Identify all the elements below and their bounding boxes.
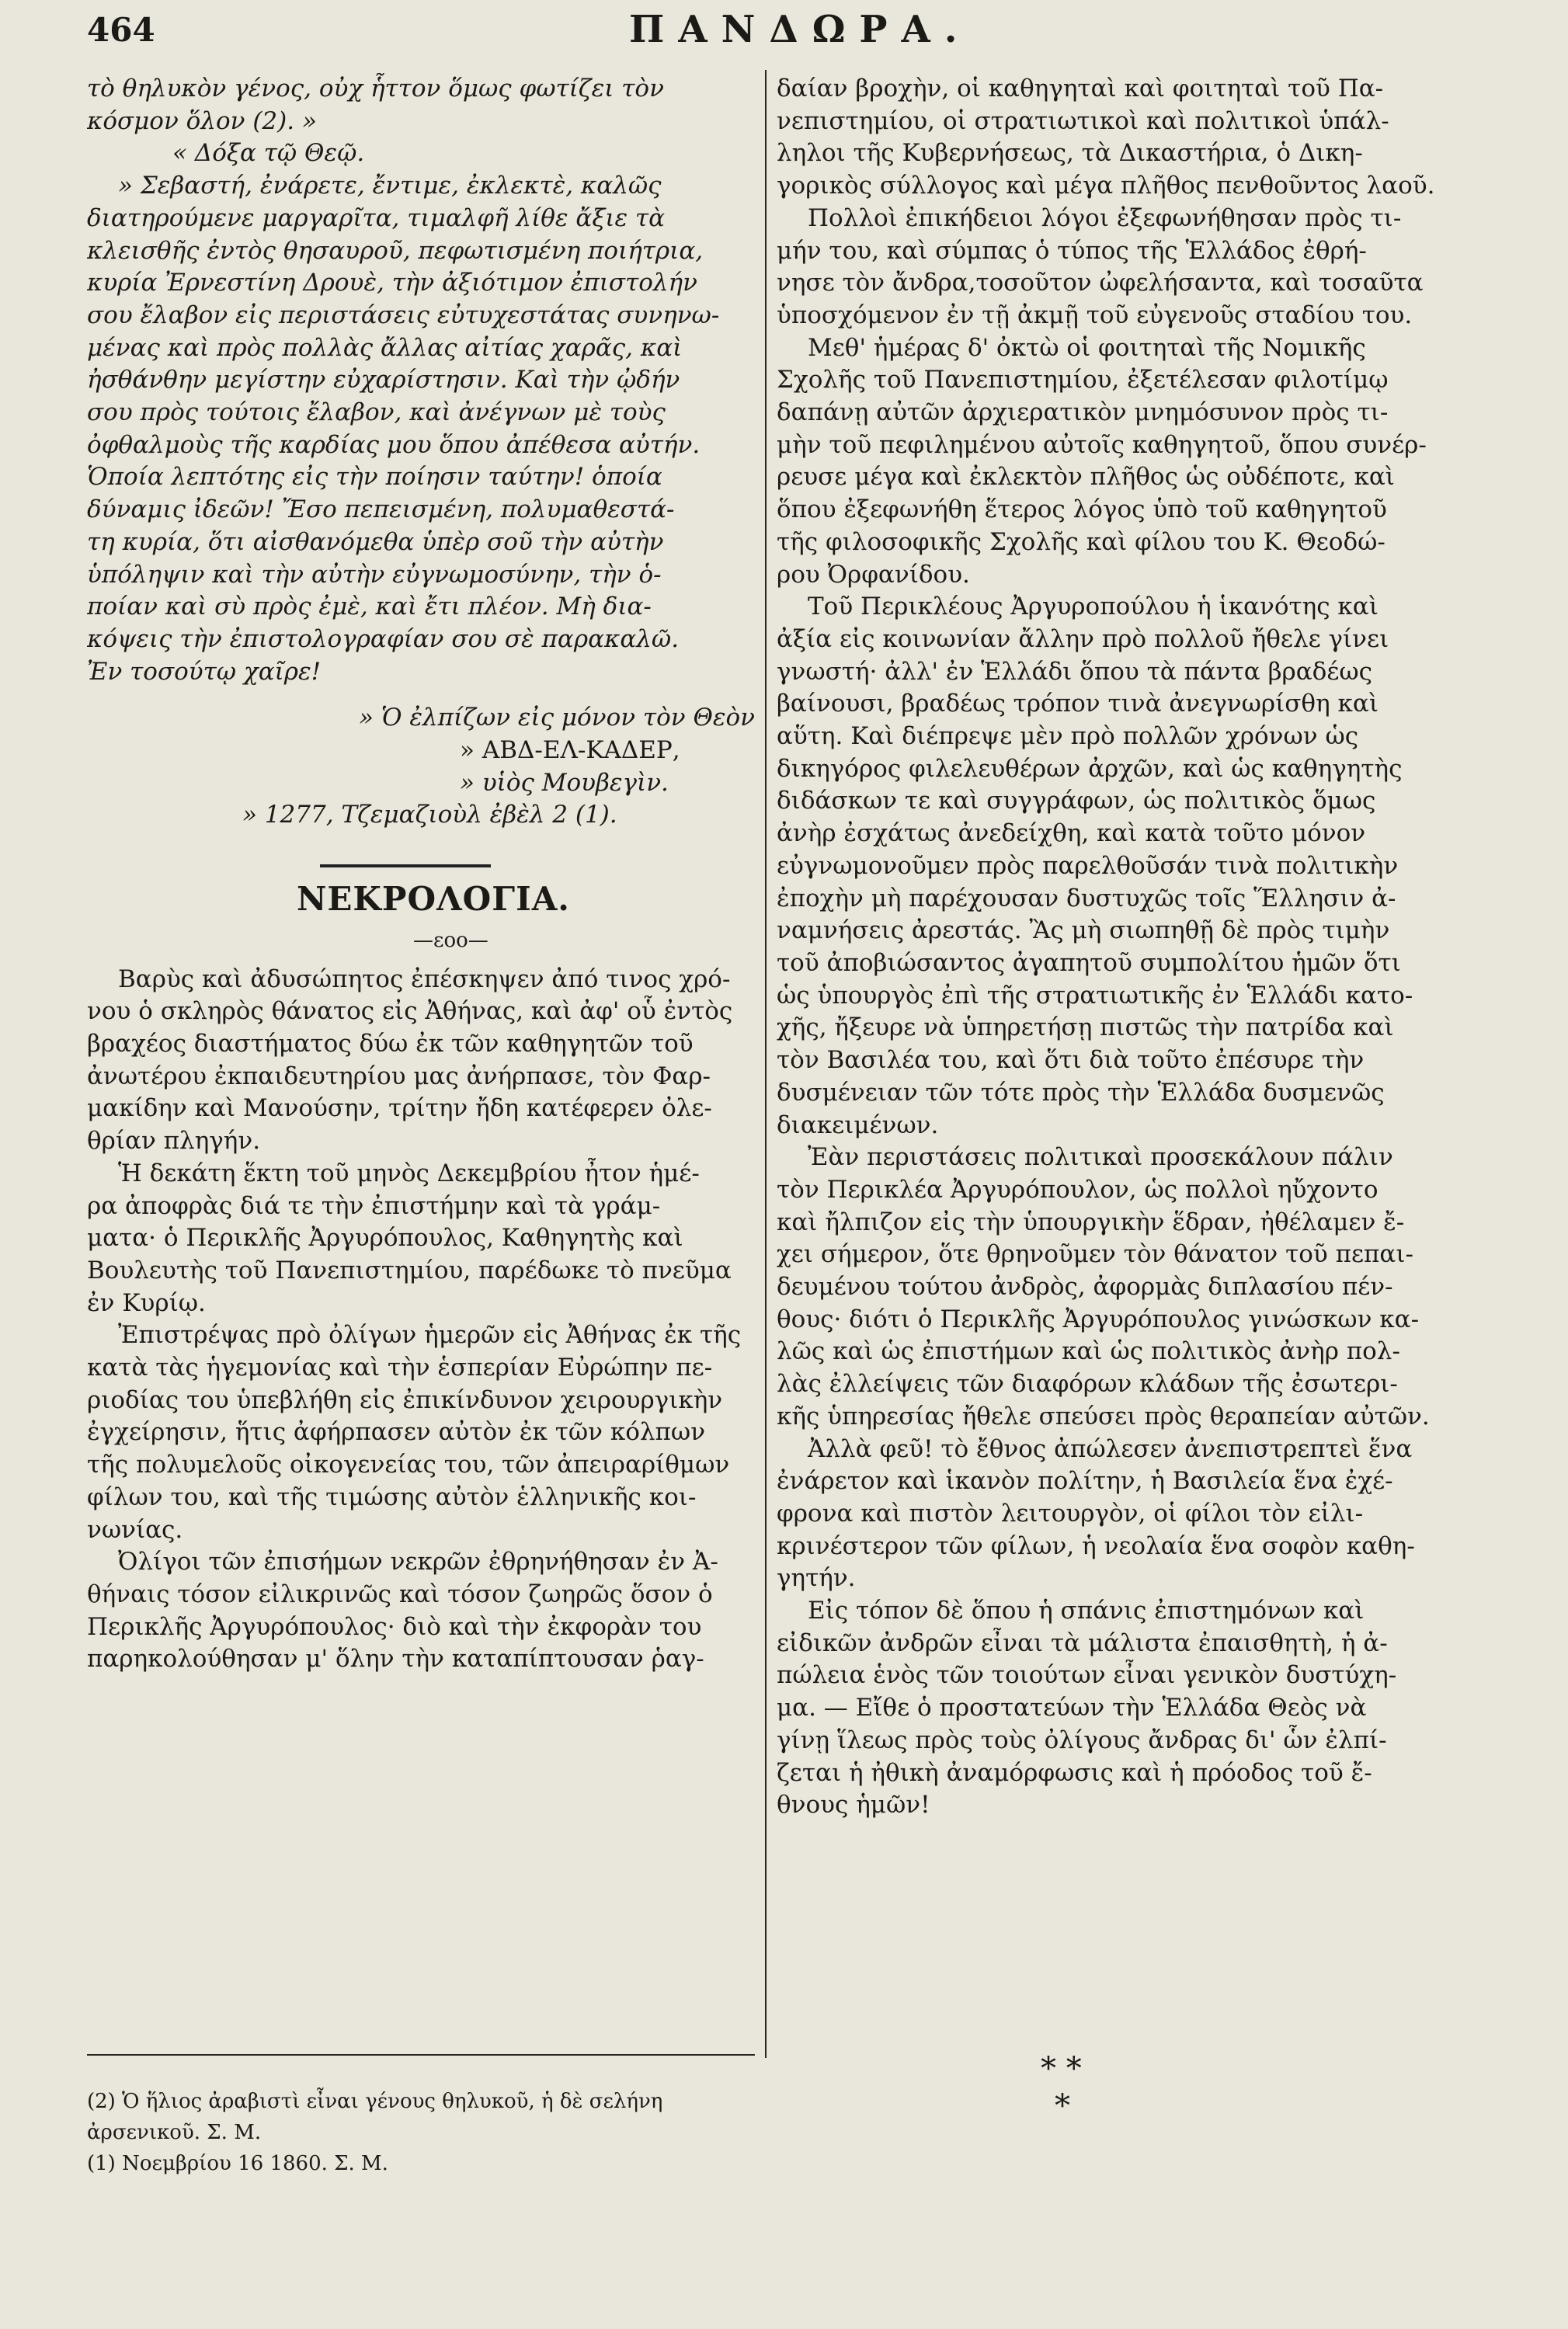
letter-line: « Δόξα τῷ Θεῷ. [172,139,365,168]
letter-line: Ὁποία λεπτότης εἰς τὴν ποίησιν ταύτην! ὁποία [87,463,662,492]
body-line: ρευσε μέγα καὶ ἐκλεκτὸν πλῆθος ὡς οὐδέποτε, καὶ [777,463,1395,492]
signature-name: » ΑΒΔ-ΕΛ-ΚΑΔΕΡ, [460,736,680,765]
signature-date: » 1277, Τζεμαζιοὺλ ἐβὲλ 2 (1). [242,801,617,829]
letter-line: τὸ θηλυκὸν γένος, οὐχ ἧττον ὅμως φωτίζει τὸν [87,75,664,103]
body-line: διδάσκων τε καὶ συγγράφων, ὡς πολιτικὸς ὅμως [777,787,1376,815]
body-line: μήν του, καὶ σύμπας ὁ τύπος τῆς Ἑλλάδος ἐθρή- [777,236,1367,265]
body-line: μα. — Εἴθε ὁ προστατεύων τὴν Ἑλλάδα Θεὸς νὰ [777,1694,1367,1722]
body-line: Περικλῆς Ἀργυρόπουλος· διὸ καὶ τὴν ἐκφορὰν του [87,1612,702,1641]
section-end-asterisks [1041,2050,1082,2125]
body-line: πώλεια ἑνὸς τῶν τοιούτων εἶναι γενικὸν δυστύχη- [777,1661,1397,1690]
footnotes [87,2086,756,2179]
body-line: κρινέστερον τῶν φίλων, ἡ νεολαία ἕνα σοφὸν καθη- [777,1531,1415,1560]
body-line: ἐνάρετον καὶ ἱκανὸν πολίτην, ἡ Βασιλεία ἕνα ἐχέ- [777,1467,1393,1496]
section-ornament: —εοο— [413,928,488,952]
body-line: ἀξία εἰς κοινωνίαν ἄλλην πρὸ πολλοῦ ἤθελε γίνει [777,624,1389,653]
body-line: ἀνὴρ ἐσχάτως ἀνεδείχθη, καὶ κατὰ τοῦτο μόνον [777,819,1366,848]
section-rule [320,864,491,867]
body-line: θνους ἡμῶν! [777,1791,930,1820]
body-line: κῆς ὑπηρεσίας ἤθελε σπεύσει πρὸς θεραπείαν αὐτῶν. [777,1402,1430,1430]
body-line: θρίαν πληγήν. [87,1127,261,1156]
body-line: νου ὁ σκληρὸς θάνατος εἰς Ἀθήνας, καὶ ἀφ' οὗ ἐντὸς [87,997,733,1026]
body-line: κατὰ τὰς ἡγεμονίας καὶ τὴν ἑσπερίαν Εὐρώπην πε- [87,1354,713,1382]
body-line: ὡς ὑπουργὸς ἐπὶ τῆς στρατιωτικῆς ἐν Ἑλλάδι κατο- [777,981,1413,1010]
body-line: Πολλοὶ ἐπικήδειοι λόγοι ἐξεφωνήθησαν πρὸς τι- [808,203,1402,232]
body-line: βαίνουσι, βραδέως τρόπον τινὰ ἀνεγνωρίσθη καὶ [777,690,1379,718]
body-line: γνωστή· ἀλλ' ἐν Ἑλλάδι ὅπου τὰ πάντα βραδέως [777,657,1373,686]
body-line: γίνῃ ἵλεως πρὸς τοὺς ὀλίγους ἄνδρας δι' ὧν ἐλπί- [777,1726,1387,1754]
body-line: εὐγνωμονοῦμεν πρὸς παρελθοῦσάν τινὰ πολιτικὴν [777,851,1399,880]
asterisk-bottom: * [1055,2088,1070,2124]
letter-line: σου ἔλαβον εἰς περιστάσεις εὐτυχεστάτας συνηνω- [87,301,720,329]
body-line: τοῦ ἀποβιώσαντος ἀγαπητοῦ συμπολίτου ἡμῶν ὅτι [777,948,1401,977]
body-line: ρου Ὀρφανίδου. [777,560,970,589]
asterisks-top: * * [1041,2051,1082,2087]
footnote-rule [87,2054,755,2056]
letter-line: δύναμις ἰδεῶν! Ἔσο πεπεισμένη, πολυμαθεστά- [87,495,675,524]
letter-line: ὑπόληψιν καὶ τὴν αὐτὴν εὐγνωμοσύνην, τὴν ὁ- [87,560,662,589]
body-line: χῆς, ἤξευρε νὰ ὑπηρετήσῃ πιστῶς τὴν πατρίδα καὶ [777,1013,1394,1042]
body-line: παρηκολούθησαν μ' ὅλην τὴν καταπίπτουσαν ῥαγ- [87,1645,704,1674]
body-line: ἀνωτέρου ἐκπαιδευτηρίου μας ἀνήρπασε, τὸν Φαρ- [87,1062,711,1090]
letter-line: σου πρὸς τούτοις ἔλαβον, καὶ ἀνέγνων μὲ τοὺς [87,398,666,427]
signature-line: » Ὁ ἐλπίζων εἰς μόνον τὸν Θεὸν [359,704,756,732]
body-line: ὑποσχόμενον ἐν τῇ ἀκμῇ τοῦ εὐγενοῦς σταδίου του. [777,301,1413,329]
body-line: μὴν τοῦ πεφιλημένου αὐτοῖς καθηγητοῦ, ὅπου συνέρ- [777,430,1427,459]
body-line: Ὀλίγοι τῶν ἐπισήμων νεκρῶν ἐθρηνήθησαν ἐν Ἀ- [118,1548,718,1576]
right-column [777,73,1438,1822]
body-line: θους· διότι ὁ Περικλῆς Ἀργυρόπουλος γινώσκων κα- [777,1305,1420,1333]
page-number: 464 [87,11,155,49]
body-line: Ἀλλὰ φεῦ! τὸ ἔθνος ἀπώλεσεν ἀνεπιστρεπτεὶ ἕνα [808,1434,1413,1463]
body-line: δικηγόρος φιλελευθέρων ἀρχῶν, καὶ ὡς καθηγητὴς [777,754,1403,783]
running-head-title: ΠΑΝΔΩΡΑ. [629,8,972,51]
body-line: ἐποχὴν μὴ παρέχουσαν δυστυχῶς τοῖς Ἕλλησιν ἀ- [777,884,1396,912]
body-line: φρονα καὶ πιστὸν λειτουργὸν, οἱ φίλοι τὸν εἰλι- [777,1499,1364,1528]
footnote-line: (1) Νοεμβρίου 16 1860. Σ. Μ. [87,2152,388,2175]
body-line: τῆς πολυμελοῦς οἰκογενείας του, τῶν ἀπειραρίθμων [87,1451,730,1479]
body-line: Ἡ δεκάτη ἕκτη τοῦ μηνὸς Δεκεμβρίου ἦτον ἡμέ- [118,1159,700,1187]
letter-line: μένας καὶ πρὸς πολλὰς ἄλλας αἰτίας χαρᾶς, καὶ [87,333,683,362]
body-line: ρα ἀποφρὰς διά τε τὴν ἐπιστήμην καὶ τὰ γράμ- [87,1191,661,1220]
body-line: ριοδίας του ὑπεβλήθη εἰς ἐπικίνδυνον χειρουργικὴν [87,1385,723,1414]
body-line: δευμένου τούτου ἀνδρὸς, ἀφορμὰς διπλασίου πέν- [777,1273,1393,1302]
letter-line: ποίαν καὶ σὺ πρὸς ἐμὲ, καὶ ἔτι πλέον. Μὴ δια- [87,593,652,621]
letter-line: ὀφθαλμοὺς τῆς καρδίας μου ὅπου ἀπέθεσα αὐτήν. [87,430,701,459]
body-line: ἐν Κυρίῳ. [87,1288,206,1317]
body-line: Βουλευτὴς τοῦ Πανεπιστημίου, παρέδωκε τὸ πνεῦμα [87,1256,732,1284]
body-line: θήναις τόσον εἰλικρινῶς καὶ τόσον ζωηρῶς ὅσον ὁ [87,1580,713,1608]
body-line: λῶς καὶ ὡς ἐπιστήμων καὶ ὡς πολιτικὸς ἀνὴρ πολ- [777,1337,1400,1366]
body-line: λὰς ἐλλείψεις τῶν διαφόρων κλάδων τῆς ἐσωτερι- [777,1370,1398,1399]
body-line: τὸν Βασιλέα του, καὶ ὅτι διὰ τοῦτο ἐπέσυρε τὴν [777,1046,1365,1075]
body-line: τῆς φιλοσοφικῆς Σχολῆς καὶ φίλου του Κ. Θεοδώ- [777,527,1385,556]
body-line: διακειμένων. [777,1111,939,1139]
body-line: τὸν Περικλέα Ἀργυρόπουλον, ὡς πολλοὶ ηὔχοντο [777,1175,1379,1204]
body-line: ὅπου ἐξεφωνήθη ἕτερος λόγος ὑπὸ τοῦ καθηγητοῦ [777,495,1387,524]
footnote-line: (2) Ὁ ἥλιος ἀραβιστὶ εἶναι γένους θηλυκοῦ, ἡ δὲ σελήνη [87,2090,663,2113]
letter-line: κυρία Ἐρνεστίνη Δρουὲ, τὴν ἀξιότιμον ἐπιστολήν [87,269,697,297]
body-line: δαίαν βροχὴν, οἱ καθηγηταὶ καὶ φοιτηταὶ τοῦ Πα- [777,75,1384,103]
letter-line: κόψεις τὴν ἐπιστολογραφίαν σου σὲ παρακαλῶ. [87,624,680,653]
body-line: Βαρὺς καὶ ἀδυσώπητος ἐπέσκηψεν ἀπό τινος χρό- [118,965,731,993]
body-line: εἰδικῶν ἀνδρῶν εἶναι τὰ μάλιστα ἐπαισθητὴ, ἡ ἀ- [777,1629,1388,1657]
letter-line: διατηρούμενε μαργαρῖτα, τιμαλφῆ λίθε ἄξιε τὰ [87,203,666,232]
body-line: ναμνήσεις ἀρεστάς. Ἂς μὴ σιωπηθῇ δὲ πρὸς τιμὴν [777,916,1390,945]
body-line: ἐγχείρησιν, ἥτις ἀφήρπασεν αὐτὸν ἐκ τῶν κόλπων [87,1418,706,1447]
body-line: καὶ ἤλπιζον εἰς τὴν ὑπουργικὴν ἕδραν, ἠθέλαμεν ἔ- [777,1208,1405,1236]
column-divider [765,70,767,2058]
body-line: νωνίας. [87,1515,183,1544]
body-line: Ἐπιστρέψας πρὸ ὀλίγων ἡμερῶν εἰς Ἀθήνας ἐκ τῆς [118,1321,742,1350]
letter-line: τη κυρία, ὅτι αἰσθανόμεθα ὑπὲρ σοῦ τὴν αὐτὴν [87,527,664,556]
letter-line: κόσμον ὅλον (2). » [87,106,317,135]
body-line: Τοῦ Περικλέους Ἀργυροπούλου ἡ ἱκανότης καὶ [808,593,1379,621]
body-line: ζεται ἡ ἠθικὴ ἀναμόρφωσις καὶ ἡ πρόοδος τοῦ ἔ- [777,1758,1372,1787]
letter-line: Ἐν τοσούτῳ χαῖρε! [87,657,322,686]
body-line: γορικὸς σύλλογος καὶ μέγα πλῆθος πενθοῦντος λαοῦ. [777,172,1435,200]
body-line: βραχέος διαστήματος δύω ἐκ τῶν καθηγητῶν τοῦ [87,1029,694,1058]
letter-line: κλεισθῆς ἐντὸς θησαυροῦ, πεφωτισμένη ποιήτρια, [87,236,704,265]
body-line: δαπάνῃ αὐτῶν ἀρχιερατικὸν μνημόσυνον πρὸς τι- [777,398,1389,427]
body-line: μακίδην καὶ Μανούσην, τρίτην ἤδη κατέφερεν ὀλε- [87,1094,712,1123]
body-line: ματα· ὁ Περικλῆς Ἀργυρόπουλος, Καθηγητὴς καὶ [87,1224,683,1253]
body-line: γητήν. [777,1564,856,1593]
body-line: χει σήμερον, ὅτε θρηνοῦμεν τὸν θάνατον τοῦ πεπαι- [777,1240,1413,1269]
body-line: Σχολῆς τοῦ Πανεπιστημίου, ἐξετέλεσαν φιλοτίμῳ [777,366,1389,395]
signature-line: » υἱὸς Μουβεγὶν. [460,768,669,797]
body-line: νεπιστημίου, οἱ στρατιωτικοὶ καὶ πολιτικοὶ ὑπάλ- [777,106,1389,135]
body-line: Ἐὰν περιστάσεις πολιτικαὶ προσεκάλουν πάλιν [808,1143,1393,1172]
body-line: νησε τὸν ἄνδρα,τοσοῦτον ὠφελήσαντα, καὶ τοσαῦτα [777,269,1424,297]
body-line: δυσμένειαν τῶν τότε πρὸς τὴν Ἑλλάδα δυσμενῶς [777,1078,1385,1107]
body-line: φίλων του, καὶ τῆς τιμώσης αὐτὸν ἑλληνικῆς κοι- [87,1483,697,1511]
body-line: Μεθ' ἡμέρας δ' ὀκτὼ οἱ φοιτηταὶ τῆς Νομικῆς [808,333,1366,362]
body-line: Εἰς τόπον δὲ ὅπου ἡ σπάνις ἐπιστημόνων καὶ [808,1597,1365,1625]
letter-line: » Σεβαστή, ἐνάρετε, ἔντιμε, ἐκλεκτὲ, καλῶς [118,172,662,200]
section-heading: ΝΕΚΡΟΛΟΓΙΑ. [297,880,570,919]
body-line: ληλοι τῆς Κυβερνήσεως, τὰ Δικαστήρια, ὁ Δικη- [777,139,1363,168]
footnote-line: ἀρσενικοῦ. Σ. Μ. [87,2121,262,2144]
letter-line: ἠσθάνθην μεγίστην εὐχαρίστησιν. Καὶ τὴν ᾠδήν [87,366,680,395]
body-line: αὕτη. Καὶ διέπρεψε μὲν πρὸ πολλῶν χρόνων ὡς [777,722,1359,751]
left-column [87,73,756,1676]
